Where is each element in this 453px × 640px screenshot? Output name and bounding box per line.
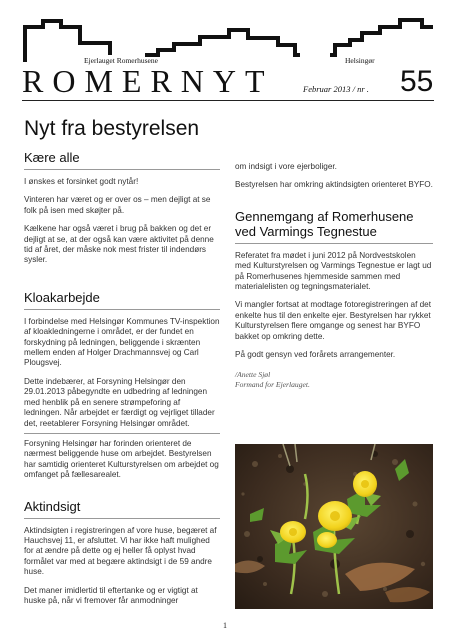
left-column: [24, 150, 220, 606]
section-rule: [24, 169, 220, 170]
signature-role: Formand for Ejerlauget.: [235, 380, 310, 390]
paragraph: Vi mangler fortsat at modtage fotoregistreringen af det enkelte hus til den enkelte ejer. Bestyrelsen har rykket Kulturstyrelsen flere omgange og senest har BYFO bakket op omkring dette.: [235, 300, 432, 341]
signature-name: /Anette Sjøl: [235, 370, 271, 380]
section-rule: [24, 309, 220, 310]
masthead-city: Helsingør: [345, 56, 375, 65]
paragraph: Kælkene har også været i brug på bakken og det er dejligt at se, at der også kan være aktivitet på denne tid af året, der måske nok mest frister til indendørs sysler.: [24, 224, 214, 265]
issue-number: 55: [400, 65, 434, 98]
section-heading-aktindsigt: Aktindsigt: [24, 498, 81, 514]
issue-date: Februar 2013 / nr .: [303, 84, 369, 94]
paragraph: Dette indebærer, at Forsyning Helsingør den 29.01.2013 påbegyndte en udbedring af ledningen med henblik på en senere strømpeforing af ledningen. Når arbejdet er færdigt og vejrliget tillader det, reetablerer Forsyning Helsingør området.: [24, 376, 215, 428]
paragraph: Bestyrelsen har omkring aktindsigten orienteret BYFO.: [235, 180, 433, 190]
right-column: [235, 162, 433, 390]
paragraph: I forbindelse med Helsingør Kommunes TV-inspektion af kloakledningerne i området, er der fundet en forskydning på ledningen, beliggende i skrænten mellem enden af Holger Drachmannsvej og Carl Plougsvej.: [24, 316, 220, 368]
section-heading-kloakarbejde: Kloakarbejde: [24, 289, 100, 305]
paragraph: om indsigt i vore ejerboliger.: [235, 162, 337, 171]
section-rule: [24, 433, 220, 434]
paragraph: På godt gensyn ved forårets arrangementer.: [235, 350, 396, 360]
paragraph: I ønskes et forsinket godt nytår!: [24, 177, 139, 186]
paragraph: Forsyning Helsingør har forinden orienteret de nærmest beliggende huse om arbejdet. Bestyrelsen har samtidig orienteret Kulturstyrelsen om arbejdet og omfanget på fællesarealet.: [24, 438, 219, 480]
section-heading-gennemgang: Gennemgang af Romerhusene ved Varmings Tegnestue: [235, 208, 414, 239]
masthead-skyline-logo: [0, 0, 453, 70]
section-heading-kaere-alle: Kære alle: [24, 150, 80, 165]
masthead-title: ROMERNYT: [22, 63, 274, 99]
page-heading: Nyt fra bestyrelsen: [24, 117, 200, 140]
paragraph: Referatet fra mødet i juni 2012 på Nordvestskolen med Kulturstyrelsen og Varmings Tegnestue er lagt ud på Romerhusenes hjemmeside sammen med materialelisten og tegningsmaterialet.: [235, 250, 432, 292]
paragraph: Aktindsigten i registreringen af vore huse, begæret af Hauchsvej 11, er afsluttet. Vi har ikke haft mulighed for at ændre på dette og ej heller få oplyst hvad formålet var med at begære aktindsigt i de 59 andre huse.: [24, 525, 217, 577]
winter-aconite-flowers-photo: [235, 444, 433, 609]
paragraph: Vinteren har været og er over os – men dejligt at se folk på isen med skøjter på.: [24, 195, 211, 215]
page-number: 1: [223, 621, 227, 630]
masthead-org-name: Ejerlauget Romerhusene: [84, 56, 158, 65]
masthead-rule: [22, 100, 434, 101]
section-rule: [235, 243, 433, 244]
section-rule: [24, 518, 220, 519]
paragraph: Det maner imidlertid til eftertanke og er vigtigt at huske på, når vi fremover får anmodninger: [24, 585, 198, 605]
